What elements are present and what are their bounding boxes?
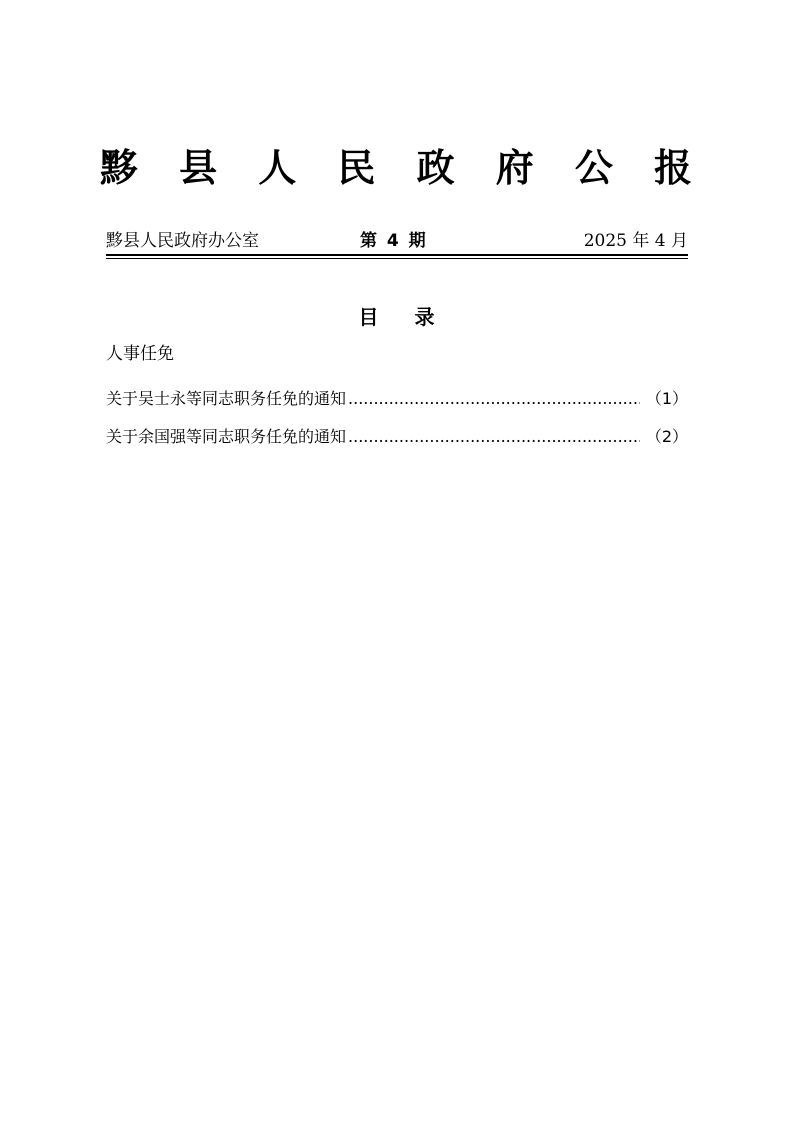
header-rule-thin	[106, 258, 688, 259]
header-rule-thick	[106, 254, 688, 256]
masthead-title	[100, 138, 692, 198]
toc-entry[interactable]	[106, 386, 688, 412]
masthead-char: 黟	[100, 145, 139, 190]
toc-list	[106, 386, 688, 462]
toc-entry-title[interactable]: 关于吴士永等同志职务任免的通知	[106, 389, 347, 408]
masthead-char: 府	[495, 145, 534, 190]
masthead-char: 报	[653, 145, 692, 190]
masthead-char: 民	[337, 145, 376, 190]
toc-page-number[interactable]: （2）	[645, 427, 688, 446]
toc-page-number[interactable]: （1）	[645, 389, 688, 408]
masthead-char: 县	[179, 145, 218, 190]
toc-entry-title[interactable]: 关于余国强等同志职务任免的通知	[106, 427, 347, 446]
issue-date: 2025 年 4 月	[583, 231, 688, 251]
toc-dot-leader	[348, 424, 640, 450]
issuing-office: 黟县人民政府办公室	[106, 231, 259, 251]
issue-number: 第 4 期	[360, 231, 426, 251]
toc-title: 目录	[358, 305, 471, 329]
masthead-char: 人	[258, 145, 297, 190]
section-heading: 人事任免	[106, 344, 174, 364]
masthead-char: 政	[416, 145, 455, 190]
toc-entry[interactable]	[106, 424, 688, 450]
toc-dot-leader	[348, 386, 640, 412]
masthead-char: 公	[574, 145, 613, 190]
issue-line	[106, 228, 688, 254]
